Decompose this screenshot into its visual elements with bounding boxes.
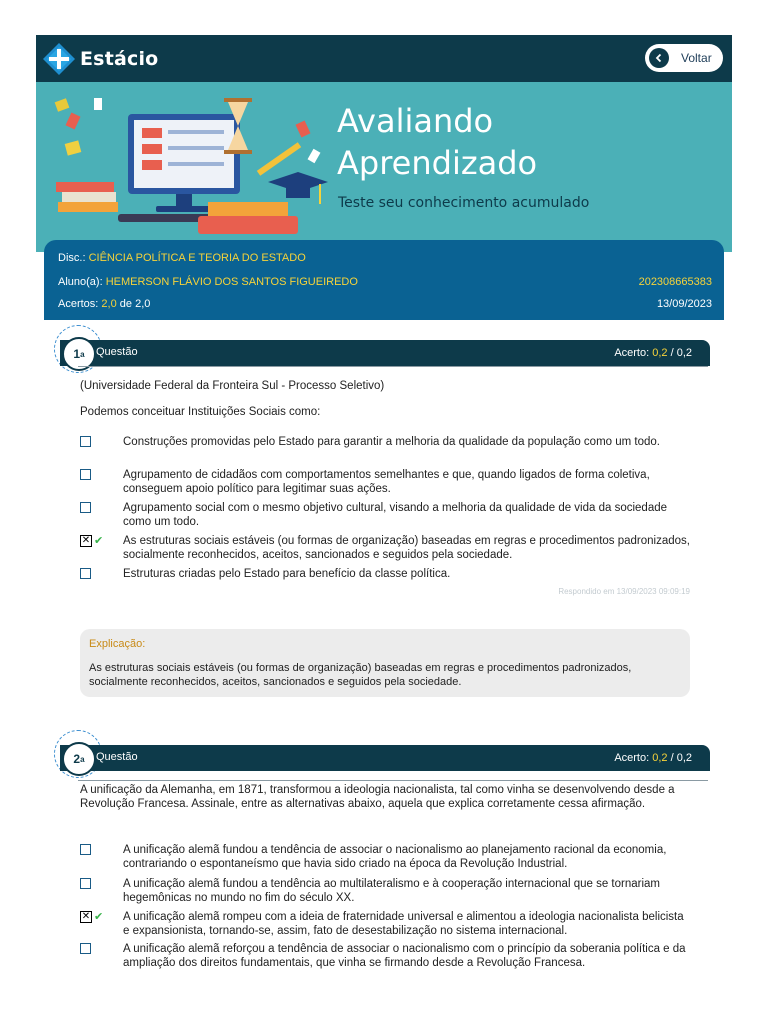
question-divider: [78, 366, 708, 367]
option-checkbox[interactable]: [80, 943, 91, 954]
score-total: de 2,0: [119, 298, 151, 310]
option-text: A unificação alemã fundou a tendência de associar o nacionalismo ao planejamento racional da economia, contrariando o espontaneísmo que havia sido criado na época da Revolução Industrial.: [123, 844, 667, 870]
option-text: A unificação alemã reforçou a tendência de associar o nacionalismo com o princípio da soberania política e da ampliação dos direitos fundamentais, que vinha se firmando desde a Revolução Francesa.: [123, 943, 686, 969]
exam-date: 13/09/2023: [656, 298, 712, 310]
question-number-suffix: a: [80, 349, 85, 359]
student-id: 202308665383: [638, 276, 712, 288]
question-prompt: Podemos conceituar Instituições Sociais como:: [80, 406, 321, 418]
chevron-left-icon: [649, 48, 669, 68]
explanation-box: [80, 629, 690, 697]
discipline-row: [58, 252, 306, 264]
banner-subtitle: Teste seu conhecimento acumulado: [338, 195, 590, 211]
option-text: Agrupamento de cidadãos com comportamentos semelhantes e que, quando ligados de forma coletiva, conseguem apoio político para legitimar suas ações.: [123, 469, 650, 495]
option-checkbox-checked[interactable]: ✕: [81, 911, 91, 922]
question-score-total: / 0,2: [670, 752, 692, 764]
score-value: 2,0: [101, 298, 117, 310]
page: [36, 35, 732, 1024]
question-score-value: 0,2: [652, 752, 668, 764]
option-checkbox[interactable]: [80, 878, 91, 889]
student-label: Aluno(a):: [58, 276, 103, 288]
question-score-label: Acerto:: [614, 347, 650, 359]
option-text: Construções promovidas pelo Estado para garantir a melhoria da qualidade da população como um todo.: [123, 436, 660, 448]
question-number: 2: [73, 752, 81, 766]
banner-title: [337, 100, 537, 184]
checkmark-icon: ✔: [94, 535, 104, 547]
option-checkbox[interactable]: [80, 568, 91, 579]
question-score-total: / 0,2: [670, 347, 692, 359]
question-label: Questão: [96, 751, 138, 763]
question-score: [614, 347, 692, 359]
question-source: (Universidade Federal da Fronteira Sul - Processo Seletivo): [80, 380, 385, 392]
brand-name: Estácio: [80, 48, 159, 70]
question-header: [60, 745, 710, 771]
top-bar: [36, 35, 732, 82]
estacio-logo-icon: [42, 42, 76, 76]
score-label: Acertos:: [58, 298, 99, 310]
option-checkbox[interactable]: [80, 436, 91, 447]
banner-illustration: [48, 92, 328, 242]
question-score: [614, 752, 692, 764]
back-button[interactable]: [645, 44, 723, 72]
student-row: [58, 276, 358, 288]
question-number: 1: [73, 347, 81, 361]
question-divider: [78, 780, 708, 781]
option-text: Agrupamento social com o mesmo objetivo cultural, visando a melhoria da qualidade de vida da sociedade como um todo.: [123, 502, 668, 528]
option-text: As estruturas sociais estáveis (ou formas de organização) baseadas em regras e procedimentos padronizados, socialmente reconhecidos, aceitos, sancionados e seguidos pela sociedade.: [123, 535, 690, 561]
question-number-badge: [62, 742, 96, 776]
explanation-title: Explicação:: [89, 638, 146, 650]
question-header: [60, 340, 710, 366]
option-checkbox[interactable]: [80, 844, 91, 855]
discipline-label: Disc.:: [58, 252, 86, 264]
back-button-label: Voltar: [681, 51, 712, 65]
discipline-value: CIÊNCIA POLÍTICA E TEORIA DO ESTADO: [88, 252, 306, 264]
banner-title-line1: Avaliando: [337, 102, 494, 140]
option-checkbox[interactable]: [80, 469, 91, 480]
option-checkbox-checked[interactable]: ✕: [81, 535, 91, 546]
student-name: HEMERSON FLÁVIO DOS SANTOS FIGUEIREDO: [105, 276, 358, 288]
question-label: Questão: [96, 346, 138, 358]
answered-timestamp: Respondido em 13/09/2023 09:09:19: [558, 587, 690, 596]
option-text: A unificação alemã fundou a tendência ao multilateralismo e à cooperação internacional que se tornariam hegemônicas no mundo no fim do século XX.: [123, 878, 660, 904]
option-checkbox[interactable]: [80, 502, 91, 513]
student-info-panel: [44, 240, 724, 320]
checkmark-icon: ✔: [94, 911, 104, 923]
question-number-suffix: a: [80, 754, 85, 764]
explanation-text: As estruturas sociais estáveis (ou formas de organização) baseadas em regras e procedimentos padronizados, socialmente reconhecidos, aceitos, sancionados e seguidos pela sociedade.: [89, 662, 632, 688]
brand-logo[interactable]: [42, 42, 158, 76]
option-text: Estruturas criadas pelo Estado para benefício da classe política.: [123, 568, 451, 580]
question-score-value: 0,2: [652, 347, 668, 359]
question-prompt: A unificação da Alemanha, em 1871, transformou a ideologia nacionalista, tal como vinha se desenvolvendo desde a Revolução Francesa. Assinale, entre as alternativas abaixo, aquela que explica corretamente cessa afirmação.: [80, 784, 675, 810]
banner-title-line2: Aprendizado: [337, 144, 538, 182]
score-row: [58, 298, 150, 310]
banner: [36, 82, 732, 252]
question-score-label: Acerto:: [614, 752, 650, 764]
option-text: A unificação alemã rompeu com a ideia de fraternidade universal e alimentou a ideologia nacionalista belicista e expansionista, tornando-se, assim, fato de desestabilização no sistema internacional.: [123, 911, 684, 937]
